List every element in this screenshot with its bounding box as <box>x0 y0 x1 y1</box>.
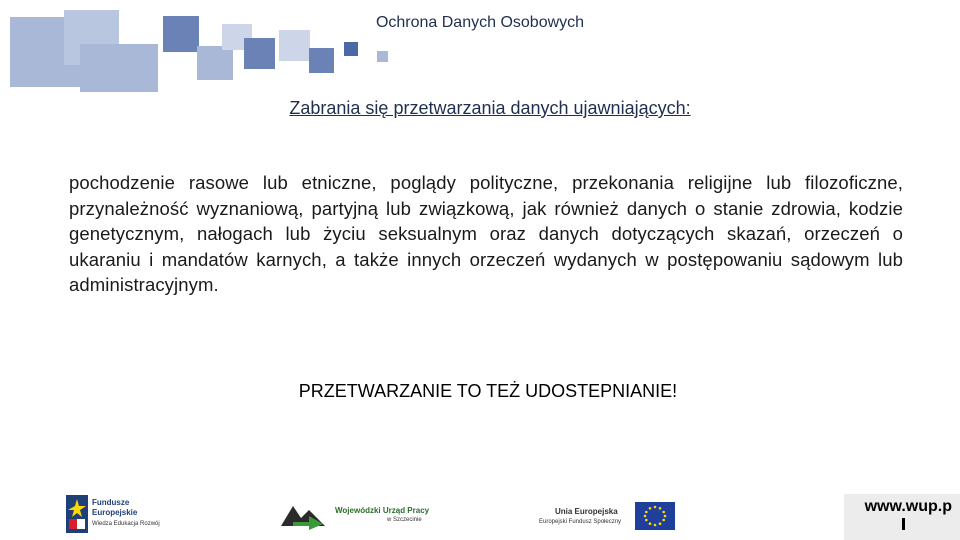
decor-square <box>163 16 199 52</box>
unia-europejska-logo <box>537 500 677 532</box>
wup-szczecin-logo <box>279 498 439 532</box>
website-url[interactable]: www.wup.p <box>864 498 952 515</box>
decor-square <box>244 38 275 69</box>
wup-emblem-icon <box>279 500 329 530</box>
wup-logo-line2: w Szczecinie <box>387 517 422 523</box>
ue-logo-line1: Unia Europejska <box>555 507 618 516</box>
fe-logo-line3: Wiedza Edukacja Rozwój <box>92 521 160 527</box>
decor-square <box>197 46 233 80</box>
fe-logo-line2: Europejskie <box>92 508 138 517</box>
decor-square <box>309 48 334 73</box>
decor-square <box>80 44 158 92</box>
body-paragraph: pochodzenie rasowe lub etniczne, poglądy polityczne, przekonania religijne lub filozoficzne, przynależność wyznaniową, partyjną lub związkową, jak również danych o stanie zdrowia, kodzie genetycznym, nałogach lub życiu seksualnym oraz danych dotyczących skazań, orzeczeń o ukaraniu i mandatów karnych, a także innych orzeczeń wydanych w postępowaniu sądowym lub administracyjnym. <box>69 172 903 295</box>
fundusze-europejskie-logo <box>66 495 186 535</box>
eu-flag-icon <box>635 502 675 530</box>
fe-star-icon <box>66 495 88 533</box>
page-header-title: Ochrona Danych Osobowych <box>375 14 585 31</box>
text-cursor <box>902 518 905 530</box>
decor-square <box>344 42 358 56</box>
website-link[interactable] <box>844 494 960 540</box>
ue-logo-line2: Europejski Fundusz Społeczny <box>539 519 622 525</box>
emphasis-statement: PRZETWARZANIE TO TEŻ UDOSTEPNIANIE! <box>298 381 678 401</box>
fe-logo-line1: Fundusze <box>92 498 130 507</box>
decor-square <box>377 51 388 62</box>
wup-logo-line1: Wojewódzki Urząd Pracy <box>335 506 430 515</box>
decor-square <box>279 30 310 61</box>
slide-subtitle: Zabrania się przetwarzania danych ujawniających: <box>289 98 691 118</box>
